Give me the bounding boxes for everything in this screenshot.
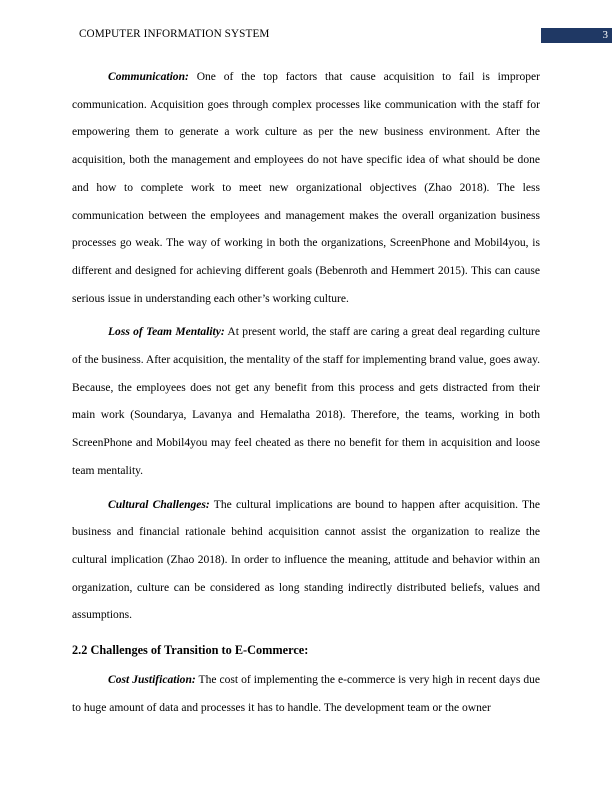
paragraph-lead: Cost Justification: — [108, 674, 196, 687]
page-number: 3 — [602, 29, 608, 41]
document-body — [72, 64, 540, 722]
running-header: COMPUTER INFORMATION SYSTEM — [79, 28, 270, 40]
paragraph-lead: Loss of Team Mentality: — [108, 326, 225, 339]
paragraph-text: At present world, the staff are caring a great deal regarding culture of the business. After acquisition, the mentality of the staff for implementing brand value, goes away. Because, the employees does not get any benefit from this process and gets distracted from their main work (Soundarya, Lavanya and Hemalatha 2018). Therefore, the teams, working in both ScreenPhone and Mobil4you may feel cheated as there no benefit for them in acquisition and loose team mentality. — [72, 326, 540, 477]
paragraph-text: The cost of implementing the e-commerce is very high in recent days due to huge amount of data and processes it has to handle. The development team or the owner — [72, 674, 541, 714]
paragraph-lead: Cultural Challenges: — [108, 498, 210, 511]
page-number-box — [541, 28, 612, 43]
paragraph-cost-justification — [72, 667, 540, 722]
paragraph-team-mentality — [72, 319, 540, 485]
paragraph-text: One of the top factors that cause acquisition to fail is improper communication. Acquisition goes through complex processes like communication with the staff for empowering them to generate a work culture as per the new business environment. After the acquisition, both the management and employees do not have specific idea of what should be done and how to complete work to meet new organizational objectives (Zhao 2018). The less communication between the employees and management makes the overall organization business processes go weak. The way of working in both the organizations, ScreenPhone and Mobil4you, is different and designed for achieving different goals (Bebenroth and Hemmert 2015). This can cause serious issue in understanding each other’s working culture. — [72, 71, 540, 305]
paragraph-cultural-challenges — [72, 492, 540, 631]
paragraph-communication — [72, 64, 540, 313]
paragraph-text: The cultural implications are bound to happen after acquisition. The business and financial rationale behind acquisition cannot assist the organization to realize the cultural implication (Zhao 2018). In order to influence the meaning, attitude and behavior within an organization, culture can be considered as long standing indirectly distributed beliefs, values and assumptions. — [72, 498, 541, 622]
paragraph-lead: Communication: — [108, 71, 189, 83]
section-heading: 2.2 Challenges of Transition to E-Commerce: — [72, 643, 309, 658]
